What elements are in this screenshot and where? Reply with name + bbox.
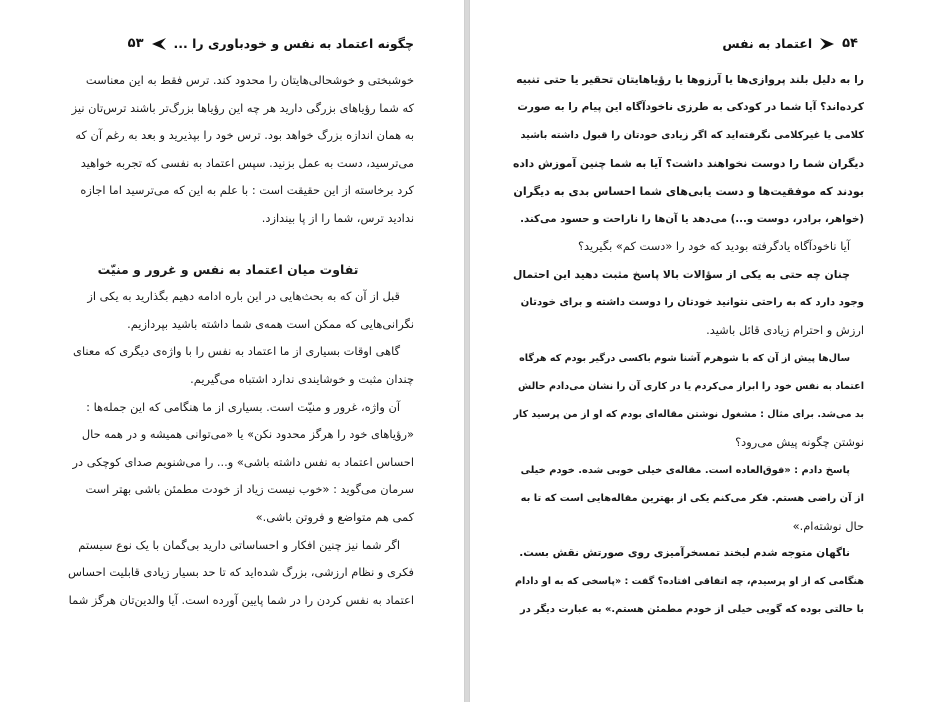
arrowhead-icon bbox=[819, 38, 835, 50]
page-number: ۵۴ bbox=[842, 36, 858, 51]
text-line: دیگران شما را دوست نخواهند داشت؟ آیا به شما چنین آموزش داده bbox=[512, 156, 864, 170]
text-line: کلامی یا غیرکلامی نگرفته‌اید که اگر زیادی خودتان را قبول داشته باشید bbox=[520, 129, 864, 141]
text-line: اعتماد به نفس کردن را در شما پایین آورده است. آیا والدین‌تان هرگز شما bbox=[68, 592, 414, 607]
text-line: کمی هم متواضع و فروتن باشی.» bbox=[255, 509, 414, 524]
text-line: وجود دارد که به راحتی نتوانید خودتان را دوست داشته و برای خودتان bbox=[520, 297, 864, 309]
arrowhead-icon bbox=[151, 38, 167, 50]
text-line: ناگهان متوجه شدم لبخند تمسخرآمیزی روی صورتش نقش بست. bbox=[519, 547, 850, 560]
paragraph bbox=[512, 540, 864, 624]
text-line: چندان مثبت و خوشایندی ندارد اشتباه می‌گیریم. bbox=[190, 371, 414, 386]
text-line: می‌ترسید، دست به عمل بزنید. سپس اعتماد به نفسی که تجربه خواهید bbox=[80, 155, 414, 170]
paragraph bbox=[512, 233, 864, 261]
paragraph bbox=[46, 338, 414, 393]
paragraph bbox=[512, 345, 864, 457]
text-line: سال‌ها پیش از آن که با شوهرم آشنا شوم باکسی درگیر بودم که هرگاه bbox=[519, 353, 850, 365]
paragraph bbox=[46, 532, 414, 615]
running-head: چگونه اعتماد به نفس و خودباوری را ... bbox=[173, 36, 414, 51]
text-line: بودند که موفقیت‌ها و دست یابی‌های شما احساس بدی به دیگران bbox=[513, 184, 864, 198]
paragraph bbox=[512, 457, 864, 541]
text-line: با حالتی بوده که گویی خیلی از خودم مطمئن هستم.» به عبارت دیگر در bbox=[520, 604, 864, 616]
paragraph bbox=[512, 261, 864, 345]
text-line: حال نوشته‌ام.» bbox=[792, 518, 864, 533]
text-line: چنان چه حتی به یکی از سؤالات بالا پاسخ مثبت دهید این احتمال bbox=[512, 268, 850, 282]
text-line: که شما رؤیاهای بزرگی دارید هر چه این رؤیاها بزرگ‌تر باشند ترس‌تان نیز bbox=[71, 100, 414, 115]
text-line: احساس اعتماد به نفس داشته باشی» و... را می‌شنویم صدای کوچکی در bbox=[72, 454, 414, 469]
text-line: اگر شما نیز چنین افکار و احساساتی دارید بی‌گمان با یک نوع سیستم bbox=[78, 537, 400, 552]
text-line: را به دلیل بلند پروازی‌ها یا آرزوها یا رؤیاهایتان تحقیر یا حتی تنبیه bbox=[516, 73, 864, 86]
left-page-header bbox=[52, 36, 414, 51]
text-line: کرد برخاسته از این حقیقت است : با علم به این که می‌ترسید اما اجازه bbox=[80, 183, 414, 198]
paragraph bbox=[46, 283, 414, 338]
text-line: بد می‌شد. برای مثال : مشغول نوشتن مقاله‌ای بودم که او از من پرسید کار bbox=[513, 408, 864, 420]
right-page bbox=[469, 0, 934, 702]
text-line: آیا ناخودآگاه یادگرفته بودید که خود را «دست کم» بگیرید؟ bbox=[577, 239, 850, 254]
right-page-header bbox=[722, 36, 858, 51]
text-line: سرمان می‌گوید : «خوب نیست زیاد از خودت مطمئن باشی بهتر است bbox=[85, 482, 414, 497]
text-line: گاهی اوقات بسیاری از ما اعتماد به نفس را با واژه‌ی دیگری که معنای bbox=[73, 344, 400, 359]
left-page bbox=[0, 0, 465, 702]
text-line: فکری و نظام ارزشی، بزرگ شده‌اید که تا حد بسیار زیادی قابلیت احساس bbox=[67, 565, 414, 580]
page-number: ۵۳ bbox=[127, 36, 144, 51]
text-line: آن واژه، غرور و منیّت است. بسیاری از ما هنگامی که این جمله‌ها : bbox=[86, 399, 400, 414]
text-line: کرده‌اند؟ آیا شما در کودکی به طرزی ناخودآگاه این پیام را به صورت bbox=[517, 100, 864, 113]
text-line: خوشبختی و خوشحالی‌هایتان را محدود کند. ترس فقط به این معناست bbox=[85, 73, 414, 87]
text-line: به همان اندازه بزرگ خواهد بود. ترس خود را بپذیرید و بعد به رغم آن که bbox=[75, 128, 414, 143]
text-line: هنگامی که از او پرسیدم، چه اتفاقی افتاده؟ گفت : «پاسخی که به او دادام bbox=[514, 576, 864, 588]
running-head: اعتماد به نفس bbox=[722, 36, 813, 51]
text-line: پاسخ دادم : «فوق‌العاده است. مقاله‌ی خیلی خوبی شده. خودم خیلی bbox=[520, 464, 850, 476]
text-line: از آن راضی هستم. فکر می‌کنم یکی از بهترین مقاله‌هایی است که تا به bbox=[520, 492, 864, 504]
right-page-body bbox=[512, 66, 864, 624]
text-line: ارزش و احترام زیادی قائل باشید. bbox=[706, 323, 864, 338]
text-line: ندادید ترس، شما را از پا بیندازد. bbox=[261, 210, 414, 225]
left-page-body bbox=[46, 67, 414, 614]
text-line: اعتماد به نفس خود را ابراز می‌کردم یا در کاری آن را نشان می‌دادم حالش bbox=[518, 380, 864, 392]
paragraph bbox=[46, 394, 414, 532]
text-line: قبل از آن که به بحث‌هایی در این باره ادامه دهیم بگذارید به یکی از bbox=[87, 289, 400, 304]
paragraph bbox=[46, 67, 414, 233]
text-line: «رؤیاهای خود را هرگز محدود نکن» یا «می‌توانی همیشه و در همه حال bbox=[81, 427, 414, 442]
text-line: نوشتن چگونه پیش می‌رود؟ bbox=[735, 434, 864, 449]
text-line: نگرانی‌هایی که ممکن است همه‌ی شما داشته باشید بپردازیم. bbox=[127, 316, 414, 331]
section-heading: تفاوت میان اعتماد به نفس و غرور و منیّت bbox=[97, 261, 359, 277]
paragraph bbox=[512, 66, 864, 233]
text-line: (خواهر، برادر، دوست و...) می‌دهد یا آن‌ها را ناراحت و حسود می‌کند. bbox=[520, 213, 864, 225]
